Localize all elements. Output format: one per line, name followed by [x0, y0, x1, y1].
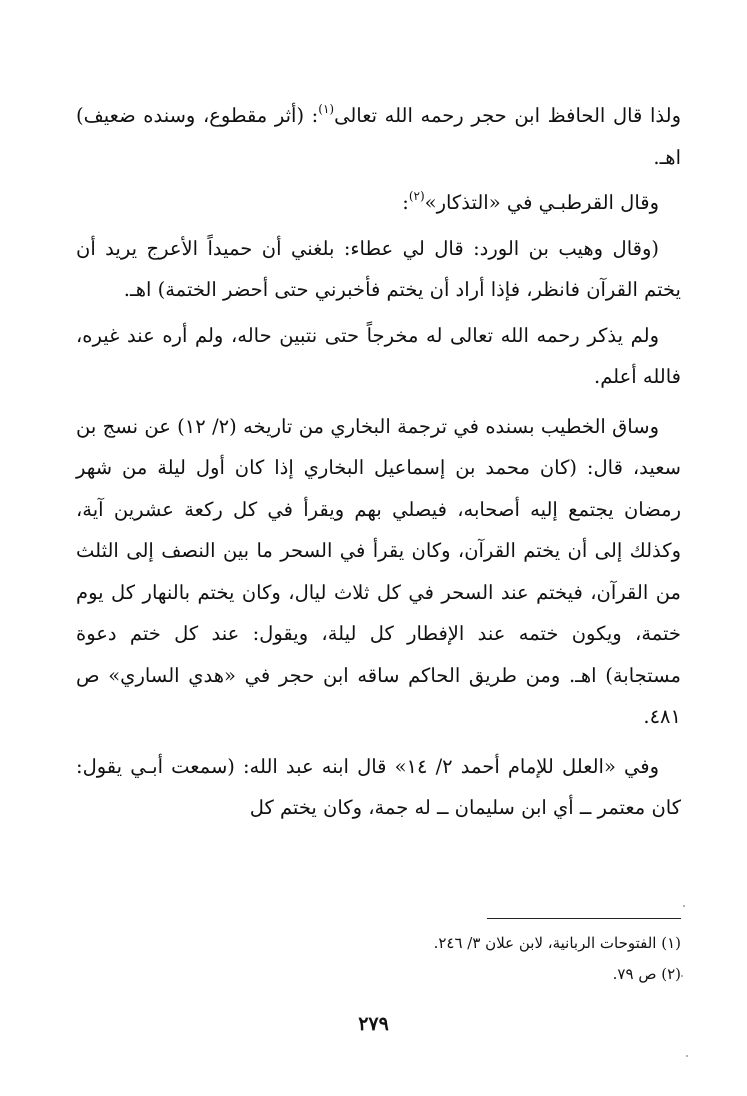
- footnote-1: (١) الفتوحات الربانية، لابن علان ٣/ ٢٤٦.: [433, 934, 681, 952]
- footnote-separator: [487, 918, 681, 919]
- scan-speck: [683, 905, 685, 907]
- paragraph-2: وقال القرطبـي في «التذكار»$^{(٢)}$:: [402, 189, 659, 214]
- paragraph-5: وساق الخطيب بسنده في ترجمة البخاري من تاريخه (٢/ ١٢) عن نسج بن سعيد، قال: (كان محمد بن إسماعيل البخاري إذا كان أول ليلة من شهر رمضان يجتمع إليه أصحابه، فيصلي بهم ويقرأ في كل ركعة عشرين آية، وكذلك إلى أن يختم القرآن، وكان يقرأ في السحر ما بين النصف إلى الثلث من القرآن، فيختم عند السحر في كل ثلاث ليال، وكان يختم بالنهار كل يوم ختمة، ويكون ختمه عند الإفطار كل ليلة، ويقول: عند كل ختم دعوة مستجابة) اهـ. ومن طريق الحاكم ساقه ابن حجر في «هدي الساري» ص ٤٨١.: [76, 414, 681, 728]
- scan-speck: [681, 975, 683, 977]
- footnote-2: (٢) ص ٧٩.: [612, 965, 681, 983]
- paragraph-4: ولم يذكر رحمه الله تعالى له مخرجاً حتى نتبين حاله، ولم أره عند غيره، فالله أعلم.: [76, 323, 681, 388]
- main-text: [76, 95, 681, 833]
- footnote-marker: (٢): [408, 189, 425, 203]
- page-number: ٢٧٩: [358, 1013, 389, 1035]
- footnotes: [76, 928, 681, 990]
- paragraph-6: وفي «العلل للإمام أحمد ٢/ ١٤» قال ابنه عبد الله: (سمعت أبـي يقول: كان معتمر ــ أي ابن سليمان ــ له جمة، وكان يختم كل: [76, 754, 681, 819]
- paragraph-3: (وقال وهيب بن الورد: قال لي عطاء: بلغني أن حميداً الأعرج يريد أن يختم القرآن فانظر، فإذا أراد أن يختم فأخبرني حتى أحضر الختمة) اهـ.: [76, 236, 681, 301]
- scan-speck: [686, 1055, 688, 1057]
- paragraph-1: ولذا قال الحافظ ابن حجر رحمه الله تعالى$^{(١)}$: (أثر مقطوع، وسنده ضعيف) اهـ.: [76, 102, 681, 169]
- footnote-marker: (١): [318, 102, 335, 116]
